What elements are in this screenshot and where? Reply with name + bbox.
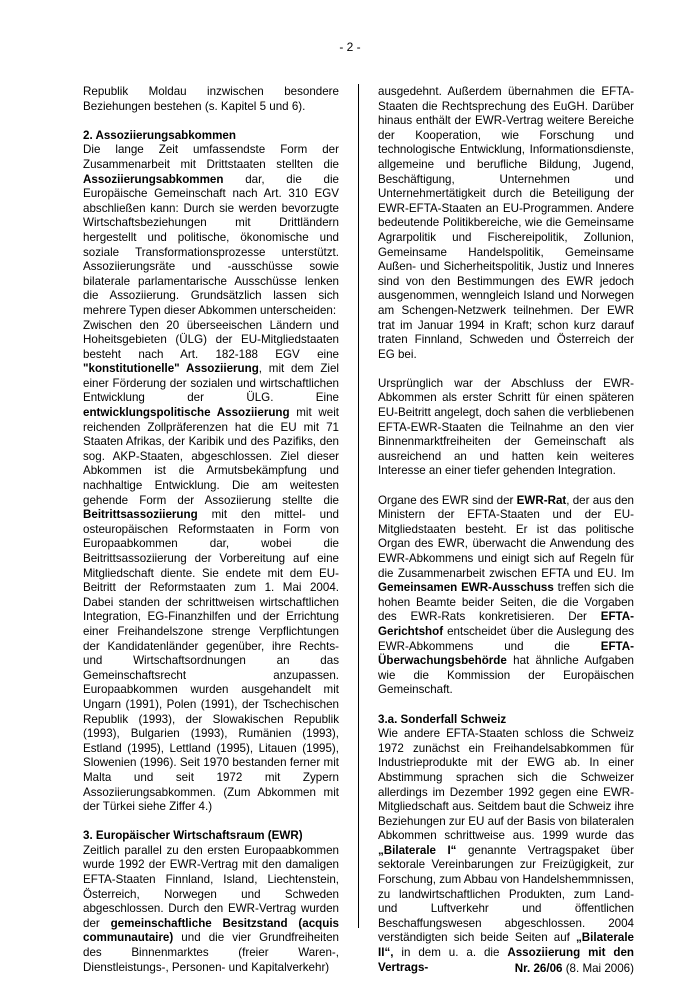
issue-number: Nr. 26/06 (514, 962, 563, 975)
page-number: - 2 - (339, 40, 361, 54)
issue-date: (8. Mai 2006) (562, 962, 634, 975)
right-column (378, 85, 634, 975)
section-3-heading: 3. Europäischer Wirtschaftsraum (EWR) (83, 829, 303, 843)
issue-footer (515, 962, 634, 975)
section-3a-paragraph: Wie andere EFTA-Staaten schloss die Schweiz 1972 zunächst ein Freihandelsabkommen für Industrieprodukte mit der EWG ab. In einer Abstimmung sprachen sich die Schweizer allerdings im Dezember 1992 gegen eine EWR-Mitgliedschaft aus. Seitdem baut die Schweiz ihre Beziehungen zur EU auf der Basis von bilateralen Abkommen schrittweise aus. 1999 wurde das „Bilaterale I“ genannte Vertragspaket über sektorale Vereinbarungen zur Freizügigkeit, zur Forschung, zum Abbau von Handelshemmnissen, zu landwirtschaftlichen Produkten, zum Land- und Luftverkehr und öffentlichen Beschaffungswesen abgeschlossen. 2004 verständigten sich beide Seiten auf „Bilaterale II“, in dem u. a. die Assoziierung mit den Vertrags- (378, 727, 634, 974)
section-3-paragraph: Zeitlich parallel zu den ersten Europaabkommen wurde 1992 der EWR-Vertrag mit den damaligen EFTA-Staaten Finnland, Island, Liechtenstein, Österreich, Norwegen und Schweden abgeschlossen. Durch den EWR-Vertrag wurden der gemeinschaftliche Besitzstand (acquis communautaire) und die vier Grundfreiheiten des Binnenmarktes (freier Waren-, Dienstleistungs-, Personen- und Kapitalverkehr) (83, 843, 339, 974)
intro-paragraph: Republik Moldau inzwischen besondere Beziehungen bestehen (s. Kapitel 5 und 6). (83, 85, 339, 113)
ewr-organs-paragraph: Organe des EWR sind der EWR-Rat, der aus den Ministern der EFTA-Staaten und der EU-Mitgliedstaaten besteht. Er ist das politische Organ des EWR, überwacht die Anwendung des EWR-Abkommens und einigt sich auf Regeln für die Zusammenarbeit zwischen EFTA und EU. Im Gemeinsamen EWR-Ausschuss treffen sich die hohen Beamte beider Seiten, die die Vorgaben des EWR-Rats konkretisieren. Der EFTA-Gerichtshof entscheidet über die Auslegung des EWR-Abkommens und die EFTA-Überwachungsbehörde hat ähnliche Aufgaben wie die Kommission der Europäischen Gemeinschaft. (378, 493, 635, 697)
column-divider (358, 84, 359, 928)
ewr-continuation-paragraph: ausgedehnt. Außerdem übernahmen die EFTA-Staaten die Rechtsprechung des EuGH. Darüber hinaus enthält der EWR-Vertrag weitere Bereiche der Kooperation, wie Forschung und technologische Entwicklung, Informationsdienste, allgemeine und berufliche Bildung, Jugend, Beschäftigung, Unternehmen und Unternehmertätigkeit durch die Beteiligung der EWR-EFTA-Staaten an EU-Programmen. Andere bedeutende Politikbereiche, wie die Gemeinsame Agrarpolitik und Fischereipolitik, Zollunion, Gemeinsame Handelspolitik, Gemeinsame Außen- und Sicherheitspolitik, Justiz und Inneres sind von den Bestimmungen des EWR jedoch ausgenommen, wenngleich Island und Norwegen am Schengen-Netzwerk teilnehmen. Der EWR trat im Januar 1994 in Kraft; schon kurz darauf traten Finnland, Schweden und Österreich der EG bei. (378, 85, 634, 361)
section-2-heading: 2. Assoziierungsabkommen (83, 128, 236, 142)
section-3a-heading: 3.a. Sonderfall Schweiz (378, 712, 507, 726)
left-column (83, 85, 339, 975)
section-2-paragraph: Die lange Zeit umfassendste Form der Zusammenarbeit mit Drittstaaten stellten die Assoziierungsabkommen dar, die die Europäische Gemeinschaft nach Art. 310 EGV abschließen kann: Durch sie werden bevorzugte Wirtschaftsbeziehungen mit Drittländern hergestellt und politische, ökonomische und soziale Transformationsprozesse unterstützt. Assoziierungsräte und -ausschüsse sowie bilaterale parlamentarische Ausschüsse lenken die Assoziierung. Grundsätzlich lassen sich mehrere Typen dieser Abkommen unterscheiden: (83, 143, 339, 317)
section-2-types-paragraph: Zwischen den 20 überseeischen Ländern und Hoheitsgebieten (ÜLG) der EU-Mitgliedstaaten besteht nach Art. 182-188 EGV eine "konstitutionelle" Assoziierung, mit dem Ziel einer Förderung der sozialen und wirtschaftlichen Entwicklung der ÜLG. Eine entwicklungspolitische Assoziierung mit weit reichenden Zollpräferenzen hat die EU mit 71 Staaten Afrikas, der Karibik und des Pazifiks, den sog. AKP-Staaten, abgeschlossen. Ziel dieser Abkommen ist die Armutsbekämpfung und nachhaltige Entwicklung. Die am weitesten gehende Form der Assoziierung stellte die Beitrittsassoziierung mit den mittel- und osteuropäischen Reformstaaten in Form von Europaabkommen dar, wobei die Beitrittsassoziierung der Vorbereitung auf eine Mitgliedschaft diente. Sie endete mit dem EU-Beitritt der Reformstaaten zum 1. Mai 2004. Dabei standen der schrittweisen wirtschaftlichen Integration, EG-Finanzhilfen und der Errichtung einer Freihandelszone strenge Verpflichtungen der Kandidatenländer gegenüber, ihre Rechts- und Wirtschaftsordnungen an das Gemeinschaftsrecht anzupassen. Europaabkommen wurden ausgehandelt mit Ungarn (1991), Polen (1991), der Tschechischen Republik (1993), der Slowakischen Republik (1993), Bulgarien (1993), Rumänien (1993), Estland (1995), Lettland (1995), Litauen (1995), Slowenien (1996). Seit 1970 bestanden ferner mit Malta und seit 1972 mit Zypern Assoziierungsabkommen. (Zum Abkommen mit der Türkei siehe Ziffer 4.) (83, 318, 340, 814)
ewr-purpose-paragraph: Ursprünglich war der Abschluss der EWR-Abkommen als erster Schritt für einen späteren EU-Beitritt angelegt, doch sahen die verbliebenen EFTA-EWR-Staaten die Teilnahme an den vier Binnenmarktfreiheiten der Gemeinschaft als ausreichend an und hatten kein weiteres Interesse an einer tiefer gehenden Integration. (378, 376, 634, 478)
